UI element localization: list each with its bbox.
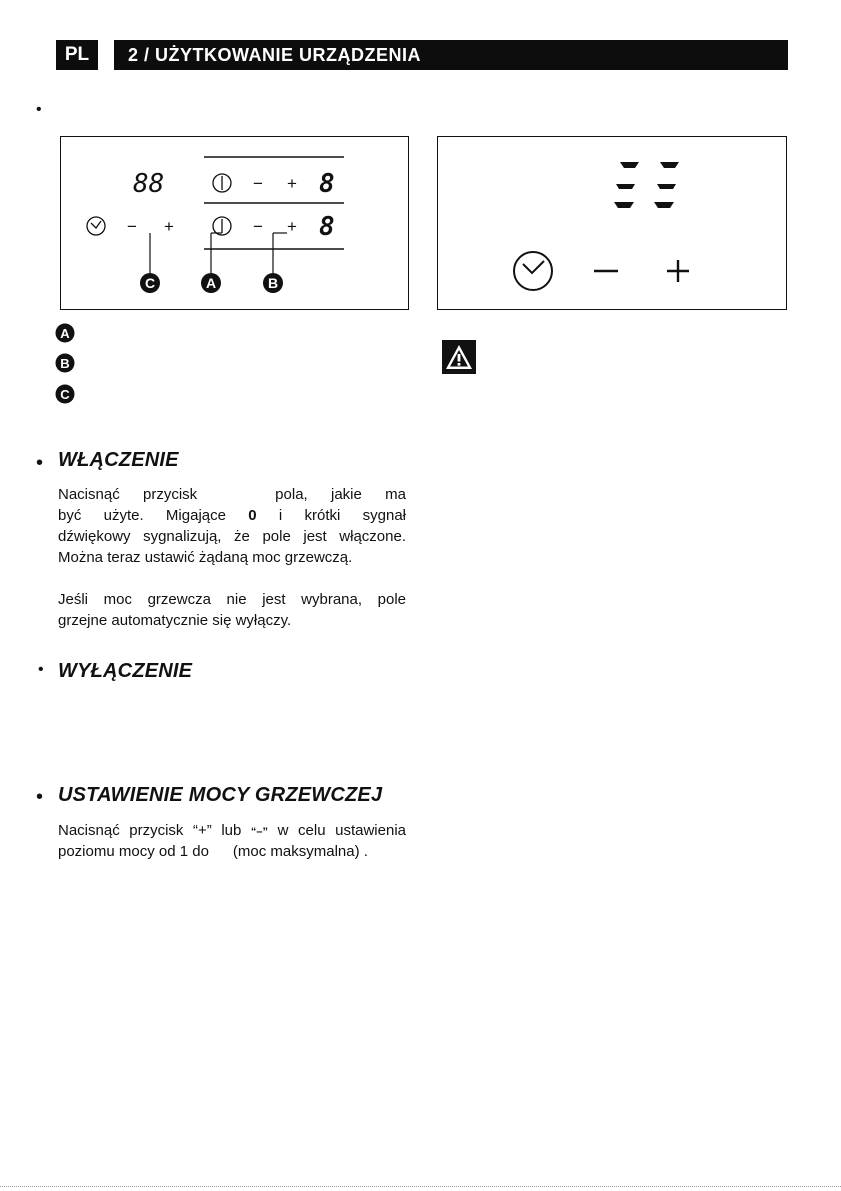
svg-text:B: B [60,356,70,371]
timer-minus: − [127,217,137,236]
timer-clock-icon-large [514,252,552,290]
page-edge-line [0,1186,841,1187]
zone-top-minus: − [253,174,263,193]
control-panel-diagram [60,136,409,310]
timer-display: 88 [133,169,165,199]
timer-plus: + [164,217,174,236]
on-paragraph2-line-1: Jeśli moc grzewcza nie jest wybrana, pole [58,591,406,608]
section-title-off: WYŁĄCZENIE [58,660,193,682]
zone-top-power-icon [213,174,231,192]
control-panel-drawing [61,137,410,311]
timer-panel-drawing [438,137,788,311]
callout-b: B [267,275,279,291]
on-paragraph2-line-2: grzejne automatycznie się wyłączy. [58,612,292,629]
legend-badge-c [55,384,75,404]
callout-c: C [144,275,156,291]
language-badge: PL [56,40,98,70]
timer-clock-icon [87,217,105,235]
svg-text:C: C [60,387,70,402]
zone-top-plus: + [287,174,297,193]
on-paragraph-line-4: Można teraz ustawić żądaną moc grzewczą. [58,549,353,566]
on-paragraph-line-3: dźwiękowy sygnalizują, że pole jest włączone. [58,528,406,545]
timer-panel-diagram [437,136,787,310]
on-paragraph-line-2: być użyte. Migające 0 i krótki sygnał [58,507,407,524]
zone-bottom-minus: − [253,217,263,236]
bullet-dot: • [36,452,44,474]
bullet-dot: • [36,786,44,808]
callout-a: A [205,275,217,291]
on-paragraph-line-1: Nacisnąć przycisk pola, jakie ma [58,486,406,503]
section-title-power: USTAWIENIE MOCY GRZEWCZEJ [58,784,383,806]
section-header: 2 / UŻYTKOWANIE URZĄDZENIA [114,40,788,70]
zone-bottom-power-icon [213,217,231,235]
legend-badge-a [55,323,75,343]
warning-icon [442,340,476,374]
legend-badge-b [55,353,75,373]
zone-bottom-plus: + [287,217,297,236]
svg-text:A: A [60,326,70,341]
segment-display [614,162,679,208]
zone-top-display: 8 [319,169,335,199]
section-title-on: WŁĄCZENIE [58,449,179,471]
bullet-dot: • [38,661,44,678]
bullet-dot: • [36,101,42,118]
power-paragraph-line-2: poziomu mocy od 1 do (moc maksymalna) . [58,843,368,860]
zone-bottom-display: 8 [319,212,335,242]
power-paragraph-line-1: Nacisnąć przycisk “+” lub “–” w celu ustawienia [58,822,406,839]
